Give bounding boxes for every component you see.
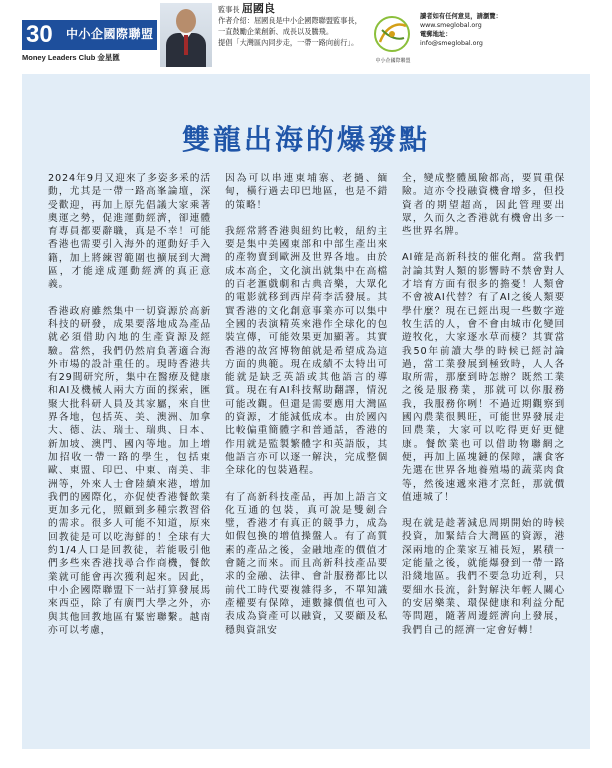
logo-caption: 中小企國際聯盟 bbox=[375, 58, 411, 64]
article-paragraph: 全，變成整體風險都高，要買重保險。這亦令投融資機會增多，但投資者的期望超高，因此管理要出眾，久而久之香港就有機會出多一些世界名牌。 bbox=[402, 173, 565, 238]
article-paragraph: 有了高新科技產品，再加上語言文化互通的包裝，真可說是雙劍合璧，香港才有真正的競爭力，成為如假包換的增值操盤人。有了高質素的產品之後，金融地產的價值才會隨之而來。而且高新科技產品要求的金融、法律、會計服務都比以前代工時代要複雜得多，不單知識產權要有保障，連數據價值也可入表成為資產可以融資，又要顧及私穩與資訊安 bbox=[225, 491, 388, 636]
article-column-3 bbox=[402, 172, 565, 650]
org-name: 中小企國際聯盟 bbox=[66, 27, 154, 41]
article-paragraph: 2024年9月又迎來了多姿多釆的活動，尤其是一帶一路高峯論壇，深受歡迎，再加上原先倡議大家乘著奧運之勢，促進運動經濟，卻連體育專員都要辭職，真是不幸！可能香港也需要引入海外的運動好手入籍，加上將練習範圍也擴展到大灣區，才能達成運動經濟的真正意義。 bbox=[48, 173, 211, 291]
article-paragraph: 我經常將香港與紐約比較，紐約主要是集中美國東部和中部生產出來的產物賣到歐洲及世界各地。由於成本高企，文化演出就集中在高檔的百老滙戲劇和古典音樂，大眾化的電影就移到西岸荷李活發展。其實香港的文化創意事業亦可以集中全國的表演精英來港作全球化的包裝宣傳，可能效果更加顯著。其實香港的故宮博物館就是希望成為這方面的典範。現在成績不太特出可能就是缺乏英語或其他語言的導賞。現在有AI科技幫助翻譯，情況可能改觀。但還是需要應用大灣區的資源，才能減低成本。由於國內比較偏重簡體字和普通話，香港的作用就是監製繁體字和英語版，其他語言亦可以逐一解決，完成整個全球化的包裝過程。 bbox=[225, 225, 388, 477]
article-title: 雙龍出海的爆發點 bbox=[181, 123, 430, 156]
email-link[interactable]: info@smeglobal.org bbox=[420, 40, 483, 47]
email-label: 電郵地址： bbox=[420, 31, 452, 38]
article-paragraph: 現在就是趁著減息周期開始的時候投資，加緊結合大灣區的資源，港深兩地的企業家互補長短，累積一定能量之後，就能爆發到一帶一路沿綫地區。我們不要急功近利，只要細水長流，針對解決年輕人關心的安居樂業、環保健康和利益分配等問題，隨著周邊經濟向上發展，我們自己的經濟一定會好轉！ bbox=[402, 518, 565, 636]
article-paragraph: 因為可以串連東埔寨、老撾、緬甸，橫行過去印巴地區，也是不錯的策略！ bbox=[225, 173, 388, 211]
author-role: 監事長 bbox=[218, 5, 240, 14]
author-bio-line: 一直鼓勵企業創新、成長以及騰飛。 bbox=[218, 27, 334, 36]
web-link[interactable]: www.smeglobal.org bbox=[420, 22, 482, 29]
author-name: 屈國良 bbox=[241, 2, 275, 15]
page-number: 30 bbox=[26, 21, 53, 48]
author-photo bbox=[160, 3, 212, 67]
article-column-1 bbox=[48, 172, 211, 650]
article-panel bbox=[22, 74, 590, 749]
author-bio-line: 作者介紹：屈國良是中小企國際聯盟監事長， bbox=[218, 16, 362, 25]
article-column-2 bbox=[225, 172, 388, 650]
page-badge bbox=[22, 20, 157, 50]
web-label: 讀者如有任何意見，請瀏覽： bbox=[420, 13, 502, 20]
club-name: Money Leaders Club 金星匯 bbox=[22, 53, 120, 62]
author-block bbox=[218, 3, 368, 48]
page-header bbox=[0, 0, 612, 70]
org-logo-icon bbox=[372, 12, 412, 58]
contact-block bbox=[420, 12, 600, 48]
article-paragraph: AI確是高新科技的催化劑。當我們討論其對人類的影響時不禁會對人才培育方面有很多的擔憂！人類會不會被AI代替？有了AI之後人類要學什麼？現在已經出現一些數字遊牧生活的人，會不會由城市化變回遊牧化，大家逐水草而棲？其實當我50年前讀大學的時候已經討論過，當工業發展到極致時，人人各取所需，那麼到時怎辦？既然工業之後是服務業，那就可以你服務我，我服務你咧！不過近期觀察到國內農業很興旺，可能世界發展走回農業，大家可以吃得更好更健康。餐飲業也可以借助物聯網之便，再加上區塊鏈的保障，讓食客先選在世界各地養殖場的蔬菜肉食等，然後速遞來港才烹飪，那就價值連城了！ bbox=[402, 252, 565, 503]
article-paragraph: 香港政府雖然集中一切資源於高新科技的研發，成果要落地成為產品就必須借助內地的生產資源及經驗。當然，我們仍然肩負著適合海外市場的設計重任的。現時香港共有29間研究所，集中在醫療及健康和AI及機械人兩大方面的探索，匯聚大批科研人員及其家屬，來自世界各地，包括英、美、澳洲、加拿大、德、法、瑞士、瑞典、日本、新加坡、澳門、國內等地。加上增加招收一帶一路的學生，包括東歐、東盟、印巴、中東、南美、非洲等，外來人士會陸續來港，增加我們的國際化，亦促使香港餐飲業更加多元化，照顧到多種宗教習俗的需求。很多人可能不知道，原來回教徒是可以吃海鮮的！全球有大約1/4人口是回教徒，若能吸引他們多些來香港找尋合作商機，餐飲業就可能會再次獲利起來。因此，中小企國際聯盟下一站打算發展馬來西亞，除了有廣門大學之外，亦與其他回教地區有緊密聯繫。越南亦可以考慮， bbox=[48, 305, 211, 636]
author-bio-line: 提倡「大灣區內同步走，一帶一路向前行」。 bbox=[218, 38, 359, 47]
